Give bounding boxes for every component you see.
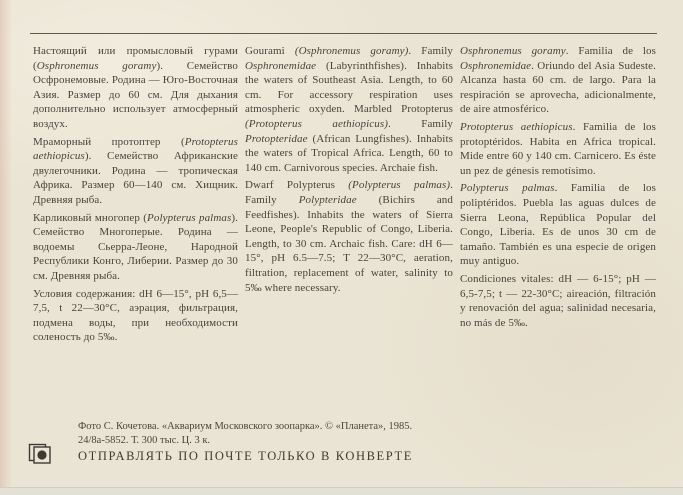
paragraph: Polypterus palmas. Familia de los poliptéridos. Puebla las aguas dulces de Sierra Leona, República Popular del Congo, Liberia. Es de unos 30 cm de tamaño. También es una especie de origen muy antiguo. (460, 182, 656, 268)
paragraph: Protopterus aethiopicus. Familia de los protoptéridos. Habita en Africa tropical. Mide entre 60 y 140 cm. Carnicero. Es éste un pez de génesis remotísimo. (460, 120, 656, 177)
imprint-credits (78, 420, 412, 447)
mailing-notice: ОТПРАВЛЯТЬ ПО ПОЧТЕ ТОЛЬКО В КОНВЕРТЕ (78, 449, 413, 463)
caption-text-columns (33, 44, 657, 348)
paragraph: Условия содержания: dH 6—15°, pH 6,5—7,5, t 22—30°C, аэрация, фильтрация, подмена воды, при необходимости соленость до 5‰. (33, 287, 238, 344)
column-russian (33, 44, 238, 348)
column-english (245, 44, 453, 348)
paragraph: Настоящий или промысловый гурами (Osphronemus goramy). Семейство Осфронемовые. Родина — Юго-Восточная Азия. Размер до 60 см. Для дыхания дополнительно использует атмосферный воздух. (33, 45, 238, 130)
top-divider-rule (30, 33, 657, 34)
paragraph: Мраморный протоптер (Protopterus aethiopicus). Семейство Африканские двулегочники. Родина — тропическая Африка. Размер 60—140 см. Хищник. Древняя рыба. (33, 135, 238, 206)
planeta-book-globe-icon (28, 443, 52, 465)
paragraph: Osphronemus goramy. Familia de los Osphronemidae. Oriundo del Asia Sudeste. Alcanza hasta 60 cm. de largo. Para la respiración se aprovecha, adicionalmente, de aire atmosférico. (460, 45, 656, 116)
paragraph: Condiciones vitales: dH — 6-15°; pH — 6,5-7,5; t — 22-30°C; aireación, filtración y renovación del agua; salinidad necesaria, no más de 5‰. (460, 272, 656, 329)
print-run-line: 24/8а-5852. Т. 300 тыс. Ц. 3 к. (78, 434, 211, 446)
paragraph: Gourami (Osphronemus goramy). Family Osphronemidae (Labyrinthfishes). Inhabits the waters of Southeast Asia. Length, to 60 cm. For accessory respiration uses atmospheric oxyden. Marbled Protopterus (Protopterus aethiopicus). Family Protopteridae (African Lungfishes). Inhabits the waters of Tropical Africa. Length, 60 to 140 cm. Carnivorous species. Archaie fish. (245, 45, 454, 174)
paragraph: Dwarf Polypterus (Polypterus palmas). Family Polypteridae (Bichirs and Feedfishes). Inhabits the waters of Sierra Leone, People's Republic of Congo, Liberia. Length, to 30 cm. Archaic fish. Care: dH 6—15°, pH 6.5—7.5; T 22—30°C, aeration, filtration, replacement of water, salinity to 5‰ where necessary. (245, 179, 453, 294)
column-spanish (460, 44, 656, 348)
photo-copyright-line: Фото С. Кочетова. «Аквариум Московского зоопарка». © «Планета», 1985. (78, 421, 413, 432)
paragraph: Карликовый многопер (Polypterus palmas). Семейство Многоперые. Родина — водоемы Сьерра-Леоне, Народной Республики Конго, Либерии. Размер до 30 см. Древняя рыба. (33, 211, 238, 282)
